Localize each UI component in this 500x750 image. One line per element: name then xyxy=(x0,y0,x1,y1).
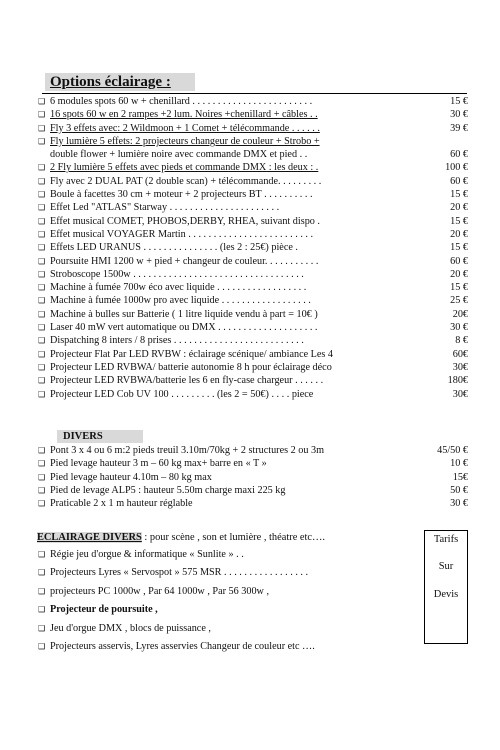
list-item xyxy=(38,348,468,361)
checkbox-bullet-icon: ❑ xyxy=(38,568,46,578)
checkbox-bullet-icon: ❑ xyxy=(38,190,46,200)
item-price: 25 € xyxy=(450,295,468,307)
checkbox-bullet-icon: ❑ xyxy=(38,97,46,106)
item-label: Dispatching 8 inters / 8 prises . . . . . . . . . . . . . . . . . . . . . . . . . . xyxy=(50,335,304,347)
checkbox-bullet-icon: ❑ xyxy=(38,586,46,596)
list-item xyxy=(38,201,468,214)
page-title: Options éclairage : xyxy=(45,73,195,91)
item-label: Pont 3 x 4 ou 6 m:2 pieds treuil 3.10m/70kg + 2 structures 2 ou 3m xyxy=(50,445,325,456)
checkbox-bullet-icon: ❑ xyxy=(38,123,46,133)
list-item xyxy=(38,497,468,510)
item-label: Laser 40 mW vert automatique ou DMX . . . . . . . . . . . . . . . . . . . . xyxy=(50,322,318,334)
checkbox-bullet-icon: ❑ xyxy=(38,642,46,652)
divers-heading: DIVERS xyxy=(57,430,143,443)
item-price: 30€ xyxy=(452,361,468,373)
item-price: 39 € xyxy=(450,122,468,134)
title-divider xyxy=(42,93,467,94)
list-item xyxy=(38,601,428,619)
list-item xyxy=(38,108,468,121)
item-price: 15 € xyxy=(450,215,468,227)
checkbox-bullet-icon: ❑ xyxy=(38,283,46,293)
checkbox-bullet-icon: ❑ xyxy=(38,203,46,213)
list-item xyxy=(38,228,468,241)
item-price: 60 € xyxy=(450,149,468,161)
list-item xyxy=(38,188,468,201)
checkbox-bullet-icon: ❑ xyxy=(38,623,46,633)
checkbox-bullet-icon: ❑ xyxy=(38,229,46,239)
checkbox-bullet-icon: ❑ xyxy=(38,216,46,226)
item-label: Projecteur de poursuite , xyxy=(50,604,158,616)
checkbox-bullet-icon: ❑ xyxy=(38,362,46,372)
checkbox-bullet-icon: ❑ xyxy=(38,163,46,173)
item-label: Pied de levage ALP5 : hauteur 5.50m charge maxi 225 kg xyxy=(50,484,286,496)
item-price: 15 € xyxy=(450,189,468,201)
list-item xyxy=(38,161,468,174)
item-label: Machine à fumée 700w éco avec liquide . . . . . . . . . . . . . . . . . . xyxy=(50,282,307,294)
item-label: Pied levage hauteur 3 m – 60 kg max+ barre en « T » xyxy=(50,458,267,470)
item-price: 50 € xyxy=(450,484,468,496)
item-label: Projecteur LED RVBWA/ batterie autonomie 8 h pour éclairage déco xyxy=(50,361,332,373)
checkbox-bullet-icon: ❑ xyxy=(38,376,46,386)
list-item xyxy=(38,321,468,334)
item-price: 15 € xyxy=(450,282,468,294)
list-item xyxy=(38,374,468,387)
item-label: 2 Fly lumière 5 effets avec pieds et commande DMX : les deux : . xyxy=(50,162,319,174)
item-price: 20 € xyxy=(450,268,468,280)
divers-list xyxy=(38,444,468,510)
list-item xyxy=(38,148,468,161)
item-price: 60€ xyxy=(452,348,468,360)
item-label: Pied levage hauteur 4.10m – 80 kg max xyxy=(50,471,212,483)
item-label: Projecteurs asservis, Lyres asservies Changeur de couleur etc …. xyxy=(50,641,315,653)
checkbox-bullet-icon: ❑ xyxy=(38,269,46,279)
list-item xyxy=(38,308,468,321)
eclairage-divers-subtitle: : pour scène , son et lumière , théatre etc…. xyxy=(141,532,326,543)
list-item xyxy=(38,444,468,457)
list-item xyxy=(38,484,468,497)
item-label: Projecteurs Lyres « Servospot » 575 MSR . . . . . . . . . . . . . . . . . xyxy=(50,567,309,579)
item-price: 20 € xyxy=(450,228,468,240)
checkbox-bullet-icon: ❑ xyxy=(38,256,46,266)
item-label: Projecteur LED RVBWA/batterie les 6 en fly-case chargeur . . . . . . xyxy=(50,375,324,387)
item-label: Jeu d'orgue DMX , blocs de puissance , xyxy=(50,622,211,634)
item-price: 30 € xyxy=(450,109,468,121)
list-item xyxy=(38,388,468,401)
checkbox-bullet-icon: ❑ xyxy=(38,446,46,455)
item-label: Machine à bulles sur Batterie ( 1 litre liquide vendu à part = 10€ ) xyxy=(50,308,318,320)
item-price: 30 € xyxy=(450,498,468,510)
checkbox-bullet-icon: ❑ xyxy=(38,296,46,306)
item-label: Effets LED URANUS . . . . . . . . . . . . . . . (les 2 : 25€) pièce . xyxy=(50,242,298,254)
item-price: 30€ xyxy=(452,388,468,400)
checkbox-bullet-icon: ❑ xyxy=(38,485,46,495)
list-item xyxy=(38,281,468,294)
checkbox-bullet-icon: ❑ xyxy=(38,389,46,399)
item-label: Effet musical COMET, PHOBOS,DERBY, RHEA, suivant dispo . xyxy=(50,215,320,227)
list-item xyxy=(38,175,468,188)
item-price: 20 € xyxy=(450,202,468,214)
list-item xyxy=(38,583,428,601)
list-item xyxy=(38,255,468,268)
list-item xyxy=(38,268,468,281)
item-price: 15 € xyxy=(450,96,468,107)
list-item xyxy=(38,215,468,228)
checkbox-bullet-icon: ❑ xyxy=(38,136,46,146)
item-label: Boule à facettes 30 cm + moteur + 2 projecteurs BT . . . . . . . . . . xyxy=(50,189,313,201)
checkbox-bullet-icon: ❑ xyxy=(38,336,46,346)
checkbox-bullet-icon: ❑ xyxy=(38,309,46,319)
checkbox-bullet-icon: ❑ xyxy=(38,605,46,615)
item-price: 20€ xyxy=(452,308,468,320)
item-price: 45/50 € xyxy=(437,445,468,456)
list-item xyxy=(38,334,468,347)
list-item xyxy=(38,294,468,307)
checkbox-bullet-icon: ❑ xyxy=(38,459,46,469)
item-label: Effet Led "ATLAS" Starway . . . . . . . . . . . . . . . . . . . . . . xyxy=(50,202,280,214)
tarifs-line: Tarifs xyxy=(433,534,459,545)
checkbox-bullet-icon: ❑ xyxy=(38,499,46,509)
list-item xyxy=(38,135,468,148)
item-price: 8 € xyxy=(455,335,468,347)
item-label: double flower + lumière noire avec commande DMX et pied . . xyxy=(50,149,308,161)
options-list xyxy=(38,95,468,401)
item-price: 15 € xyxy=(450,242,468,254)
item-label: Effet musical VOYAGER Martin . . . . . . . . . . . . . . . . . . . . . . . . . xyxy=(50,228,314,240)
list-item xyxy=(38,95,468,108)
item-label: 6 modules spots 60 w + chenillard . . . . . . . . . . . . . . . . . . . . . . . . xyxy=(50,96,313,107)
tarifs-line: Devis xyxy=(433,589,459,600)
eclairage-divers-list xyxy=(38,546,428,656)
item-label: Fly 3 effets avec: 2 Wildmoon + 1 Comet + télécommande . . . . . . xyxy=(50,122,320,134)
list-item xyxy=(38,546,428,564)
item-label: Machine à fumée 1000w pro avec liquide . . . . . . . . . . . . . . . . . . xyxy=(50,295,311,307)
item-label: Stroboscope 1500w . . . . . . . . . . . . . . . . . . . . . . . . . . . . . . . . . . xyxy=(50,268,304,280)
checkbox-bullet-icon: ❑ xyxy=(38,349,46,359)
item-label: Projecteur Flat Par LED RVBW : éclairage scénique/ ambiance Les 4 xyxy=(50,348,334,360)
item-label: Poursuite HMI 1200 w + pied + changeur de couleur. . . . . . . . . . . xyxy=(50,255,319,267)
tarifs-box xyxy=(424,530,468,644)
item-price: 30 € xyxy=(450,322,468,334)
list-item xyxy=(38,122,468,135)
eclairage-divers-heading xyxy=(37,531,325,545)
item-price: 10 € xyxy=(450,458,468,470)
item-price: 100 € xyxy=(445,162,468,174)
checkbox-bullet-icon: ❑ xyxy=(38,550,46,559)
list-item xyxy=(38,361,468,374)
tarifs-line: Sur xyxy=(438,561,454,572)
item-price: 15€ xyxy=(452,471,468,483)
list-item xyxy=(38,241,468,254)
checkbox-bullet-icon: ❑ xyxy=(38,472,46,482)
checkbox-bullet-icon: ❑ xyxy=(38,176,46,186)
item-label: projecteurs PC 1000w , Par 64 1000w , Par 56 300w , xyxy=(50,585,270,597)
checkbox-bullet-icon: ❑ xyxy=(38,243,46,253)
list-item xyxy=(38,638,428,656)
checkbox-bullet-icon: ❑ xyxy=(38,323,46,333)
item-label: Praticable 2 x 1 m hauteur réglable xyxy=(50,498,193,510)
item-label: Projecteur LED Cob UV 100 . . . . . . . . . (les 2 = 50€) . . . . piece xyxy=(50,388,314,400)
item-price: 60 € xyxy=(450,175,468,187)
list-item xyxy=(38,564,428,582)
item-label: 16 spots 60 w en 2 rampes +2 lum. Noires +chenillard + câbles . . xyxy=(50,109,318,121)
item-label: Régie jeu d'orgue & informatique « Sunlite » . . xyxy=(50,549,244,560)
checkbox-bullet-icon: ❑ xyxy=(38,110,46,120)
item-label: Fly avec 2 DUAL PAT (2 double scan) + télécommande. . . . . . . . . xyxy=(50,175,322,187)
eclairage-divers-title: ECLAIRAGE DIVERS xyxy=(37,532,142,543)
list-item xyxy=(38,471,468,484)
list-item xyxy=(38,620,428,638)
list-item xyxy=(38,457,468,470)
item-price: 180€ xyxy=(447,375,468,387)
item-price: 60 € xyxy=(450,255,468,267)
item-label: Fly lumière 5 effets: 2 projecteurs changeur de couleur + Strobo + xyxy=(50,135,320,147)
